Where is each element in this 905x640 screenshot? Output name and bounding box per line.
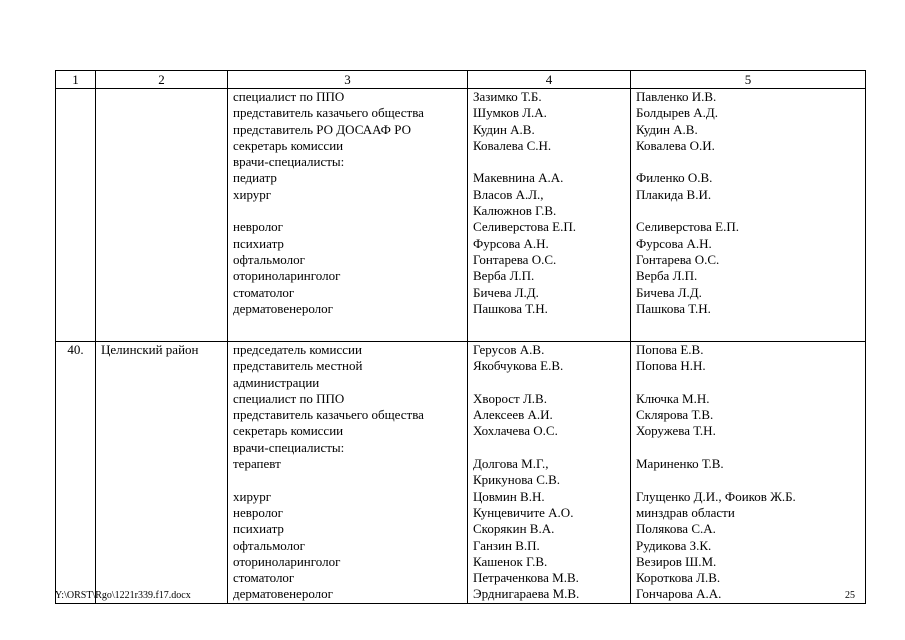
cell-line: Кашенок Г.В.: [473, 553, 548, 569]
cell-line: представитель казачьего общества: [233, 105, 424, 121]
header-cell-2: 2: [96, 71, 228, 89]
cell-line: Верба Л.П.: [636, 268, 698, 284]
cell-line: Селиверстова Е.П.: [636, 219, 739, 235]
cell-line: офтальмолог: [233, 251, 305, 267]
cell-line: [473, 375, 625, 391]
cell-line: психиатр: [233, 521, 284, 537]
cell-line: Филенко О.В.: [636, 170, 713, 186]
cell-line: специалист по ППО: [233, 89, 345, 104]
district-cell: Целинский район: [96, 342, 228, 604]
district-cell: [96, 89, 228, 342]
cell-line: Попова Е.В.: [636, 342, 704, 357]
cell-line: Пашкова Т.Н.: [636, 300, 711, 316]
cell-line: Якобчукова Е.В.: [473, 358, 564, 374]
cell-line: хирург: [233, 186, 272, 202]
members-cell: [468, 89, 631, 342]
cell-line: стоматолог: [233, 570, 295, 586]
cell-line: невролог: [233, 219, 284, 235]
cell-line: Пашкова Т.Н.: [473, 300, 548, 316]
commission-table: [55, 70, 866, 604]
cell-line: Фурсова А.Н.: [473, 235, 549, 251]
cell-line: оториноларинголог: [233, 553, 341, 569]
reserve-cell: [631, 342, 866, 604]
members-cell: [468, 342, 631, 604]
cell-line: Везиров Ш.М.: [636, 553, 717, 569]
cell-line: Хоружева Т.Н.: [636, 423, 716, 439]
cell-line: Мариненко Т.В.: [636, 456, 724, 472]
cell-line: [636, 203, 860, 219]
cell-line: хирург: [233, 488, 272, 504]
roles-cell: [228, 89, 468, 342]
cell-line: дерматовенеролог: [233, 300, 333, 316]
cell-line: [636, 375, 860, 391]
cell-line: Эрднигараева М.В.: [473, 586, 580, 602]
table-row: [56, 342, 866, 604]
reserve-cell: [631, 89, 866, 342]
cell-line: Хохлачева О.С.: [473, 423, 558, 439]
cell-line: дерматовенеролог: [233, 586, 333, 602]
cell-line: представитель РО ДОСААФ РО: [233, 121, 411, 137]
cell-line: Скорякин В.А.: [473, 521, 555, 537]
cell-line: Павленко И.В.: [636, 89, 717, 104]
cell-line: Зазимко Т.Б.: [473, 89, 542, 104]
cell-line: председатель комиссии: [233, 342, 362, 357]
cell-line: Хворост Л.В.: [473, 390, 547, 406]
cell-line: секретарь комиссии: [233, 137, 344, 153]
cell-line: стоматолог: [233, 284, 295, 300]
row-number: 40.: [56, 342, 96, 604]
cell-line: Кудин А.В.: [473, 121, 535, 137]
cell-line: оториноларинголог: [233, 268, 341, 284]
table-row: [56, 89, 866, 342]
cell-line: секретарь комиссии: [233, 423, 344, 439]
cell-line: Бичева Л.Д.: [473, 284, 539, 300]
cell-line: [636, 472, 860, 488]
cell-line: Полякова С.А.: [636, 521, 716, 537]
cell-line: Гонтарева О.С.: [636, 251, 720, 267]
cell-line: врачи-специалисты:: [233, 439, 345, 455]
header-cell-4: 4: [468, 71, 631, 89]
cell-line: Долгова М.Г.,: [473, 456, 549, 472]
header-cell-1: 1: [56, 71, 96, 89]
cell-line: специалист по ППО: [233, 390, 345, 406]
cell-line: Ганзин В.П.: [473, 537, 540, 553]
cell-line: Ключка М.Н.: [636, 390, 710, 406]
cell-line: Кудин А.В.: [636, 121, 698, 137]
cell-line: [233, 472, 462, 488]
cell-line: Гонтарева О.С.: [473, 251, 557, 267]
header-cell-5: 5: [631, 71, 866, 89]
cell-line: Селиверстова Е.П.: [473, 219, 576, 235]
cell-line: Ковалева С.Н.: [473, 137, 552, 153]
cell-line: Цовмин В.Н.: [473, 488, 545, 504]
footer-file-path: Y:\ORST\Rgo\1221r339.f17.docx: [55, 590, 191, 601]
cell-line: Калюжнов Г.В.: [473, 203, 557, 219]
cell-line: Верба Л.П.: [473, 268, 535, 284]
cell-line: офтальмолог: [233, 537, 305, 553]
cell-line: Макевнина А.А.: [473, 170, 564, 186]
cell-line: педиатр: [233, 170, 277, 186]
cell-line: психиатр: [233, 235, 284, 251]
footer-page-number: 25: [845, 590, 855, 601]
cell-line: Гончарова А.А.: [636, 586, 722, 602]
cell-line: Герусов А.В.: [473, 342, 545, 357]
cell-line: Власов А.Л.,: [473, 186, 544, 202]
cell-line: Ковалева О.И.: [636, 137, 715, 153]
cell-line: Болдырев А.Д.: [636, 105, 719, 121]
cell-line: Рудикова З.К.: [636, 537, 712, 553]
row-number: [56, 89, 96, 342]
cell-line: минздрав области: [636, 504, 735, 520]
cell-line: Фурсова А.Н.: [636, 235, 712, 251]
cell-line: Бичева Л.Д.: [636, 284, 702, 300]
cell-line: [636, 440, 860, 456]
cell-line: Плакида В.И.: [636, 186, 712, 202]
cell-line: [473, 440, 625, 456]
cell-line: Алексеев А.И.: [473, 407, 553, 423]
cell-line: Кунцевичите А.О.: [473, 504, 574, 520]
header-row: [56, 71, 866, 89]
cell-line: Короткова Л.В.: [636, 570, 721, 586]
cell-line: Глущенко Д.И., Фоиков Ж.Б.: [636, 488, 796, 504]
cell-line: [636, 154, 860, 170]
cell-line: невролог: [233, 504, 284, 520]
cell-line: администрации: [233, 374, 320, 390]
cell-line: Попова Н.Н.: [636, 358, 706, 374]
header-cell-3: 3: [228, 71, 468, 89]
roles-cell: [228, 342, 468, 604]
cell-line: представитель казачьего общества: [233, 407, 424, 423]
cell-line: Петраченкова М.В.: [473, 570, 579, 586]
cell-line: Шумков Л.А.: [473, 105, 547, 121]
cell-line: [473, 154, 625, 170]
cell-line: врачи-специалисты:: [233, 154, 345, 170]
cell-line: Крикунова С.В.: [473, 472, 561, 488]
cell-line: [233, 203, 462, 219]
cell-line: представитель местной: [233, 358, 363, 374]
cell-line: терапевт: [233, 456, 281, 472]
cell-line: Склярова Т.В.: [636, 407, 714, 423]
